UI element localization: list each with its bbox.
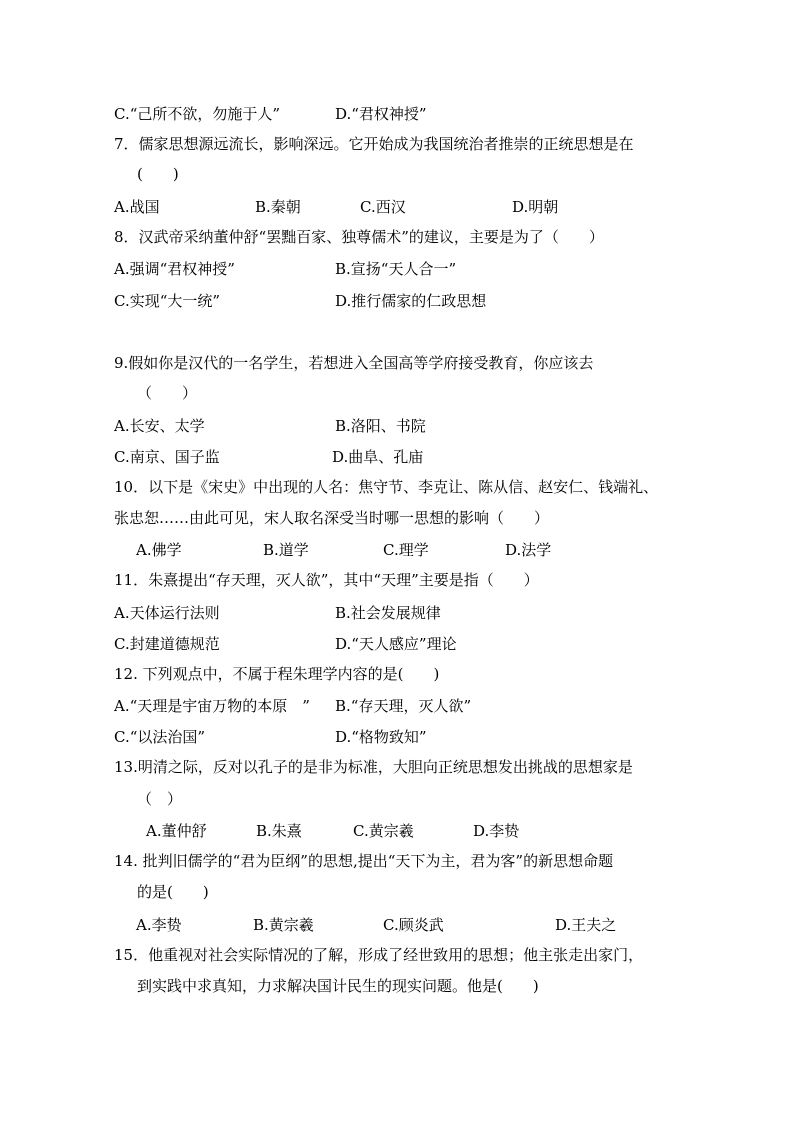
question-line: 张忠恕……由此可见，宋人取名深受当时哪一思想的影响（ ） bbox=[114, 509, 550, 527]
question-line: 10．以下是《宋史》中出现的人名：焦守节、李克让、陈从信、赵安仁、钱端礼、 bbox=[114, 478, 659, 496]
question-line: （ ） bbox=[137, 790, 183, 808]
option-text: B.朱熹 bbox=[256, 822, 302, 840]
option-text: D.推行儒家的仁政思想 bbox=[335, 292, 487, 310]
question-line: ( ) bbox=[137, 165, 179, 183]
question-line: 9.假如你是汉代的一名学生，若想进入全国高等学府接受教育，你应该去 bbox=[114, 354, 594, 372]
question-line: 15．他重视对社会实际情况的了解，形成了经世致用的思想；他主张走出家门， bbox=[114, 946, 644, 964]
option-text: D.“格物致知” bbox=[335, 728, 427, 746]
question-line: 7．儒家思想源远流长，影响深远。它开始成为我国统治者推崇的正统思想是在 bbox=[114, 135, 634, 153]
option-text: B.秦朝 bbox=[255, 198, 301, 216]
question-line: 到实践中求真知，力求解决国计民生的现实问题。他是( ) bbox=[137, 977, 539, 995]
option-text: A.强调“君权神授” bbox=[114, 260, 235, 278]
option-text: B.黄宗羲 bbox=[253, 916, 314, 934]
option-text: C.西汉 bbox=[360, 198, 406, 216]
question-line: 的是( ) bbox=[137, 883, 209, 901]
question-line: 8．汉武帝采纳董仲舒“罢黜百家、独尊儒术”的建议，主要是为了（ ） bbox=[114, 228, 604, 246]
option-text: C.“以法治国” bbox=[114, 728, 206, 746]
option-text: C.黄宗羲 bbox=[353, 822, 414, 840]
option-text: C.南京、国子监 bbox=[114, 448, 220, 466]
question-line: 11．朱熹提出“存天理，灭人欲”，其中“天理”主要是指（ ） bbox=[114, 571, 539, 589]
option-text: C.实现“大一统” bbox=[114, 292, 221, 310]
option-text: C.顾炎武 bbox=[383, 916, 444, 934]
option-text: B.宣扬“天人合一” bbox=[335, 260, 457, 278]
option-text: A.战国 bbox=[114, 198, 160, 216]
question-line: 14. 批判旧儒学的“君为臣纲”的思想,提出“天下为主，君为客”的新思想命题 bbox=[114, 852, 614, 870]
option-text: D.曲阜、孔庙 bbox=[332, 448, 424, 466]
option-text: A.董仲舒 bbox=[146, 822, 207, 840]
option-text: D.明朝 bbox=[512, 198, 559, 216]
option-text: D.“君权神授” bbox=[335, 105, 427, 123]
option-text: C.“己所不欲，勿施于人” bbox=[114, 105, 281, 123]
option-text: D.“天人感应”理论 bbox=[335, 635, 457, 653]
option-text: D.法学 bbox=[505, 541, 552, 559]
option-text: D.王夫之 bbox=[555, 916, 617, 934]
option-text: A.佛学 bbox=[136, 541, 182, 559]
option-text: D.李贽 bbox=[473, 822, 520, 840]
question-line: 12. 下列观点中，不属于程朱理学内容的是( ) bbox=[114, 665, 440, 683]
option-text: B.道学 bbox=[263, 541, 309, 559]
option-text: A.“天理是宇宙万物的本原 ” bbox=[114, 697, 310, 715]
question-line: 13.明清之际，反对以孔子的是非为标准，大胆向正统思想发出挑战的思想家是 bbox=[114, 758, 633, 776]
option-text: A.李贽 bbox=[136, 916, 182, 934]
option-text: B.洛阳、书院 bbox=[335, 417, 426, 435]
option-text: A.天体运行法则 bbox=[114, 604, 220, 622]
option-text: C.理学 bbox=[383, 541, 429, 559]
option-text: B.“存天理，灭人欲” bbox=[335, 697, 472, 715]
question-line: （ ） bbox=[137, 384, 198, 402]
option-text: A.长安、太学 bbox=[114, 417, 205, 435]
option-text: C.封建道德规范 bbox=[114, 635, 220, 653]
option-text: B.社会发展规律 bbox=[335, 604, 441, 622]
